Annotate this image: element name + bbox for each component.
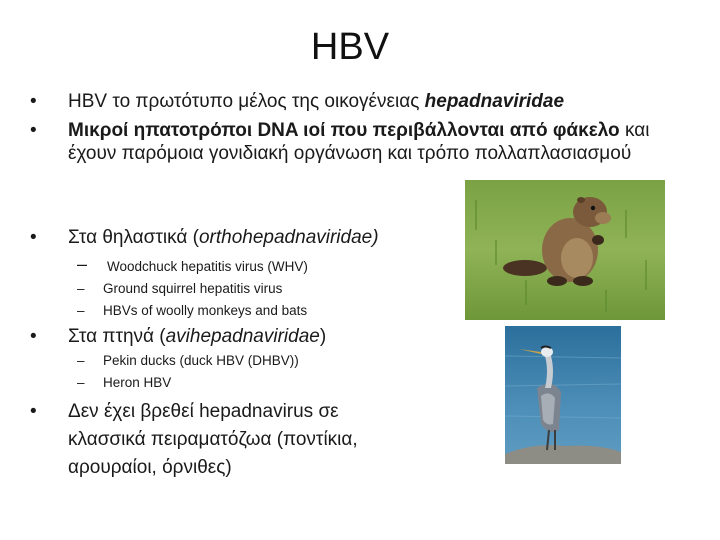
woodchuck-photo [465, 180, 665, 320]
bullet-text: και έχουν παρόμοια γονιδιακή οργάνωση και τρόπο πολλαπλασιασμού [68, 120, 650, 164]
sub-item-woodchuck [77, 254, 308, 276]
sub-item-text: Pekin ducks (duck HBV (DHBV)) [103, 353, 299, 368]
family-name: hepadnaviridae [424, 91, 565, 112]
bullet-text: Στα πτηνά ( [68, 326, 166, 347]
heron-photo [505, 326, 621, 464]
sub-item-woolly-monkeys [77, 302, 308, 320]
dash: – [77, 353, 85, 368]
bullet-dot: • [30, 401, 37, 422]
bullet-dot: • [30, 120, 37, 141]
woodchuck-illustration [465, 180, 665, 320]
bullet-bold-text: Μικροί ηπατοτρόποι DNA ιοί που περιβάλλονται από φάκελο [68, 120, 620, 141]
bullet-birds [30, 325, 450, 348]
sub-item-ground-squirrel [77, 280, 283, 298]
sub-item-text: HBVs of woolly monkeys and bats [103, 303, 308, 318]
bullet-description [30, 119, 670, 165]
slide-title: HBV [310, 26, 390, 68]
sub-item-pekin-ducks [77, 352, 299, 370]
bullet-text-close: ) [319, 326, 327, 347]
sub-item-text: Ground squirrel hepatitis virus [103, 281, 283, 296]
bullet-text: Δεν έχει βρεθεί hepadnavirus σε κλασσικά πειραματόζωα (ποντίκια, αρουραίοι, όρνιθες) [68, 401, 358, 478]
dash: – [77, 254, 88, 274]
bullet-dot: • [30, 91, 37, 112]
dash: – [77, 303, 85, 318]
sub-item-heron [77, 374, 172, 392]
sub-item-text: Woodchuck hepatitis virus (WHV) [107, 259, 308, 274]
bullet-prototype [30, 90, 690, 113]
bullet-dot: • [30, 326, 37, 347]
sub-item-text: Heron HBV [103, 375, 172, 390]
dash: – [77, 375, 85, 390]
dash: – [77, 281, 85, 296]
bullet-dot: • [30, 227, 37, 248]
bullet-text: Στα θηλαστικά ( [68, 227, 199, 248]
bullet-text: HBV το πρωτότυπο μέλος της οικογένειας [68, 91, 425, 112]
family-name: avihepadnaviridae [165, 326, 320, 347]
family-name: orthohepadnaviridae) [198, 227, 379, 248]
heron-illustration [505, 326, 621, 464]
bullet-lab-animals [30, 398, 420, 482]
bullet-mammals [30, 226, 490, 249]
